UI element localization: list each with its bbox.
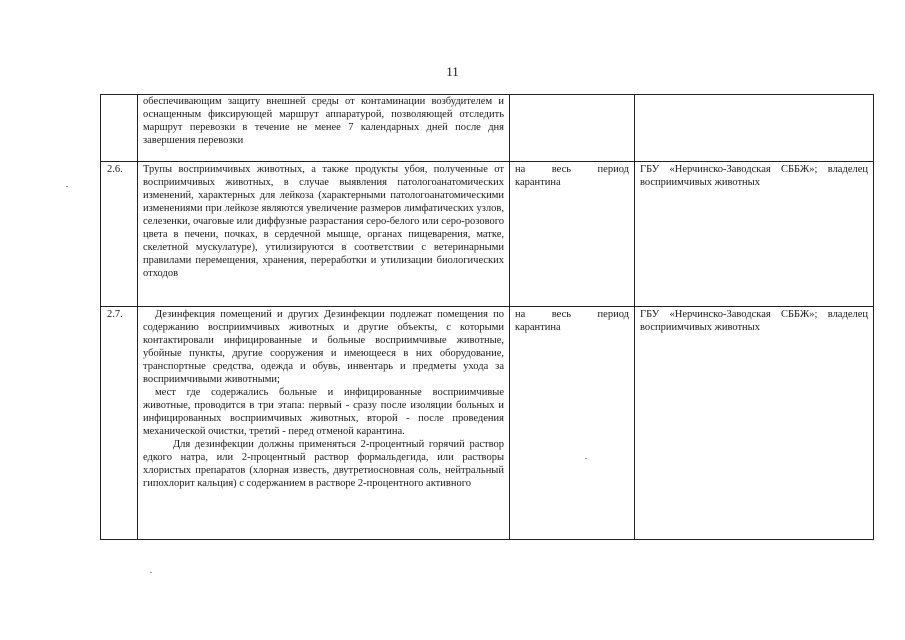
row-number: 2.7.: [101, 307, 138, 540]
responsible-cell: ГБУ «Нерчинско-Заводская СББЖ»; владелец восприимчивых животных: [635, 307, 874, 540]
responsible-cell: [635, 95, 874, 162]
table-row: [101, 95, 874, 162]
measure-text: [138, 162, 510, 307]
term-cell: [510, 95, 635, 162]
term-cell: на весь период карантина: [510, 162, 635, 307]
table-row: [101, 307, 874, 540]
scan-speck: [150, 572, 152, 573]
page-number: 11: [446, 64, 459, 79]
row-number: [101, 95, 138, 162]
term-cell: на весь период карантина: [510, 307, 635, 540]
measure-paragraph: Трупы восприимчивых животных, а также продукты убоя, полученные от восприимчивых животных, в случае выявления патологоанатомических изменений, характерных для лейкоза (характерными патологоанатомическими изменениями при лейкозе являются увеличение размеров лимфатических узлов, селезенки, очаговые или диффузные разрастания серо-белого или серо-розового цвета в печени, почках, в сердечной мышце, органах пищеварения, матке, скелетной мускулатуре), утилизируются в соответствии с ветеринарными правилами перемещения, хранения, переработки и утилизации биологических отходов: [143, 164, 504, 279]
measure-paragraph: Для дезинфекции должны применяться 2-процентный горячий раствор едкого натра, или 2-процентный раствор формальдегида, или растворы хлористых препаратов (хлорная известь, двутретиосновная соль, нейтральный гипохлорит кальция) с содержанием в растворе 2-процентного активного: [143, 439, 504, 489]
row-number: 2.6.: [101, 162, 138, 307]
measure-text: [138, 307, 510, 540]
table-row: [101, 162, 874, 307]
measure-paragraph: Дезинфекция помещений и других Дезинфекции подлежат помещения по содержанию восприимчивых животных и другие объекты, с которыми контактировали инфицированные и больные восприимчивые животные, убойные пункты, другие сооружения и имеющееся в них оборудование, транспортные средства, одежда и обувь, инвентарь и предметы ухода за восприимчивыми животными;: [143, 309, 504, 385]
measure-paragraph: обеспечивающим защиту внешней среды от контаминации возбудителем и оснащенным фиксирующей маршрут аппаратурой, позволяющей отследить маршрут перевозки в течение не менее 7 календарных дней после дня завершения перевозки: [143, 96, 504, 146]
responsible-cell: ГБУ «Нерчинско-Заводская СББЖ»; владелец восприимчивых животных: [635, 162, 874, 307]
scan-speck: [585, 458, 587, 459]
measure-text: [138, 95, 510, 162]
measures-table: [100, 94, 874, 540]
measure-paragraph: мест где содержались больные и инфицированные восприимчивые животные, проводится в три этапа: первый - сразу после изоляции больных и инфицированных восприимчивых животных, второй - после проведения механической очистки, третий - перед отменой карантина.: [143, 387, 504, 437]
scan-speck: [66, 186, 68, 187]
